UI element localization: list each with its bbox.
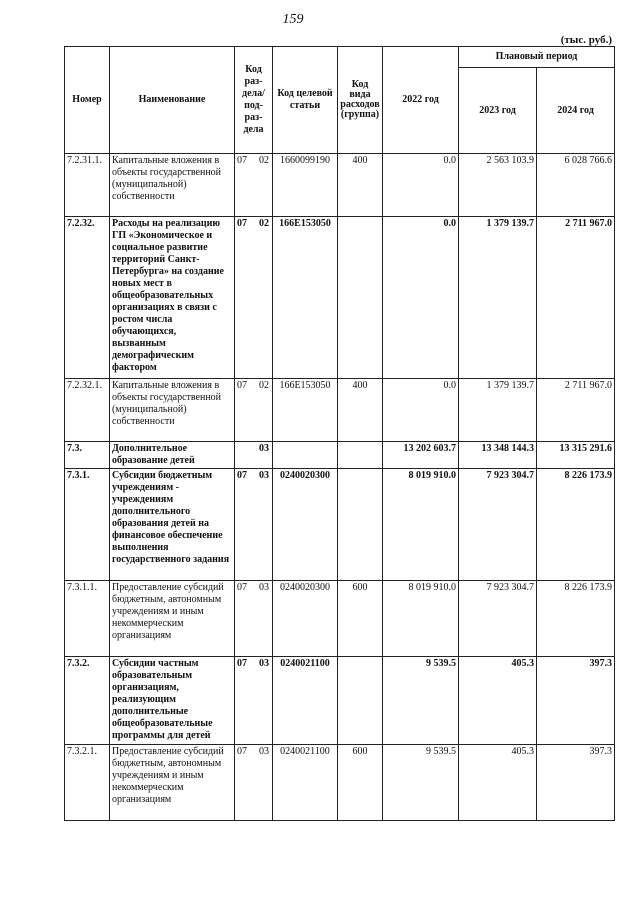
podrazdel-code: 02 [259,218,269,229]
row-2023: 2 563 103.9 [459,154,537,217]
row-name: Предоставление субсидий бюджетным, автономным учреждениям и иным некоммерческим организациям [110,745,235,821]
row-celevaya: 166E153050 [273,379,338,442]
row-number: 7.2.32. [65,217,110,379]
row-2023: 1 379 139.7 [459,379,537,442]
header-kod-vida: Код вида расходов (группа) [338,47,383,154]
row-vid: 600 [338,581,383,657]
row-name: Субсидии бюджетным учреждениям - учреждениям дополнительного образования детей на финансовое обеспечение выполнения государственного задания [110,469,235,581]
podrazdel-code: 03 [259,658,269,669]
row-number: 7.3. [65,442,110,469]
row-razdel [235,469,273,581]
row-2023: 7 923 304.7 [459,469,537,581]
header-naimenovanie: Наименование [110,47,235,154]
row-2022: 9 539.5 [383,745,459,821]
row-razdel [235,581,273,657]
header-2024: 2024 год [537,68,615,154]
razdel-code: 07 [237,746,247,757]
podrazdel-code: 02 [259,155,269,166]
podrazdel-code: 02 [259,380,269,391]
row-2022: 0.0 [383,217,459,379]
row-razdel [235,442,273,469]
table-row [65,581,615,657]
razdel-code: 07 [237,582,247,593]
row-name: Предоставление субсидий бюджетным, автономным учреждениям и иным некоммерческим организациям [110,581,235,657]
row-vid: 400 [338,154,383,217]
row-number: 7.3.1. [65,469,110,581]
row-2024: 397.3 [537,657,615,745]
row-2022: 8 019 910.0 [383,469,459,581]
razdel-code: 07 [237,155,247,166]
podrazdel-code: 03 [259,443,269,454]
row-2022: 13 202 603.7 [383,442,459,469]
row-razdel [235,379,273,442]
row-number: 7.2.31.1. [65,154,110,217]
row-2022: 8 019 910.0 [383,581,459,657]
row-celevaya: 166E153050 [273,217,338,379]
row-2024: 8 226 173.9 [537,469,615,581]
header-kod-razdela: Код раз- дела/ под- раз- дела [235,47,273,154]
table-row [65,379,615,442]
budget-table [64,46,615,821]
row-2023: 7 923 304.7 [459,581,537,657]
row-celevaya: 0240021100 [273,745,338,821]
podrazdel-code: 03 [259,746,269,757]
row-celevaya: 0240020300 [273,469,338,581]
row-2024: 2 711 967.0 [537,217,615,379]
row-celevaya [273,442,338,469]
row-2024: 13 315 291.6 [537,442,615,469]
row-2023: 405.3 [459,657,537,745]
row-number: 7.3.2.1. [65,745,110,821]
units-label: (тыс. руб.) [560,34,612,46]
row-celevaya: 0240020300 [273,581,338,657]
row-name: Расходы на реализацию ГП «Экономическое и социальное развитие территорий Санкт-Петербурга» на создание новых мест в общеобразовательных организациях в связи с ростом числа обучающихся, вызванным демографическим фактором [110,217,235,379]
row-vid [338,657,383,745]
table-row [65,154,615,217]
row-celevaya: 0240021100 [273,657,338,745]
row-name: Капитальные вложения в объекты государственной (муниципальной) собственности [110,379,235,442]
row-2022: 0.0 [383,154,459,217]
table-row [65,442,615,469]
row-name: Дополнительное образование детей [110,442,235,469]
row-2022: 9 539.5 [383,657,459,745]
row-2024: 397.3 [537,745,615,821]
row-razdel [235,154,273,217]
row-2022: 0.0 [383,379,459,442]
row-number: 7.3.2. [65,657,110,745]
table-row [65,469,615,581]
header-2022: 2022 год [383,47,459,154]
row-vid: 400 [338,379,383,442]
row-razdel [235,217,273,379]
table-row [65,217,615,379]
row-number: 7.3.1.1. [65,581,110,657]
row-vid [338,469,383,581]
row-number: 7.2.32.1. [65,379,110,442]
table-row [65,657,615,745]
row-razdel [235,745,273,821]
row-2023: 13 348 144.3 [459,442,537,469]
row-2024: 2 711 967.0 [537,379,615,442]
razdel-code: 07 [237,470,247,481]
table-row [65,745,615,821]
page-number: 159 [282,12,304,27]
header-nomer: Номер [65,47,110,154]
header-kod-celevoi: Код целевой статьи [273,47,338,154]
razdel-code: 07 [237,218,247,229]
razdel-code: 07 [237,380,247,391]
row-celevaya: 1660099190 [273,154,338,217]
row-2024: 8 226 173.9 [537,581,615,657]
podrazdel-code: 03 [259,582,269,593]
row-vid [338,217,383,379]
row-name: Субсидии частным образовательным организациям, реализующим дополнительные общеобразовательные программы для детей [110,657,235,745]
header-2023: 2023 год [459,68,537,154]
row-vid: 600 [338,745,383,821]
row-2023: 1 379 139.7 [459,217,537,379]
row-razdel [235,657,273,745]
header-plan-period: Плановый период [459,47,615,68]
podrazdel-code: 03 [259,470,269,481]
row-name: Капитальные вложения в объекты государственной (муниципальной) собственности [110,154,235,217]
row-vid [338,442,383,469]
row-2024: 6 028 766.6 [537,154,615,217]
row-2023: 405.3 [459,745,537,821]
razdel-code: 07 [237,658,247,669]
